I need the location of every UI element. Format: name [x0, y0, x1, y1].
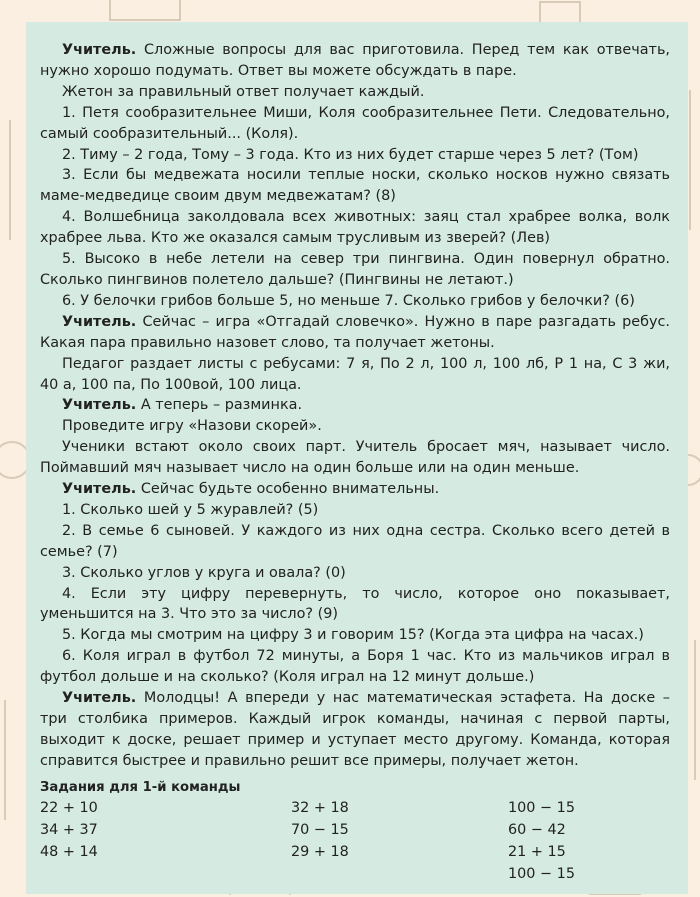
task-example: 22 + 10 — [40, 799, 98, 816]
paragraph — [40, 145, 670, 166]
paragraph — [40, 312, 670, 354]
paragraph — [40, 625, 670, 646]
task-example: 100 − 15 — [508, 799, 575, 816]
paragraph — [40, 437, 670, 479]
tasks-column-1 — [40, 797, 98, 863]
paragraph — [40, 688, 670, 772]
speaker-label: Учитель. — [62, 690, 137, 707]
tasks-column-3 — [508, 797, 575, 885]
task-example: 32 + 18 — [291, 799, 349, 816]
task-example: 70 − 15 — [291, 821, 349, 838]
paragraph-text: Проведите игру «Назови скорей». — [62, 418, 322, 435]
paragraph-text: 5. Когда мы смотрим на цифру 3 и говорим 15? (Когда эта цифра на часах.) — [62, 627, 644, 644]
speaker-label: Учитель. — [62, 42, 137, 58]
paragraph-text: Ученики встают около своих парт. Учитель бросает мяч, называет число. Поймавший мяч называет число на один больше или на один меньше. — [40, 439, 670, 477]
paragraph — [40, 354, 670, 396]
paragraph-text: 4. Если эту цифру перевернуть, то число, которое оно показывает, уменьшится на 3. Что это за число? (9) — [40, 585, 670, 623]
paragraph-text: 6. У белочки грибов больше 5, но меньше 7. Сколько грибов у белочки? (6) — [62, 292, 635, 309]
paragraph-text: 6. Коля играл в футбол 72 минуты, а Боря 1 час. Кто из мальчиков играл в футбол дольше и на сколько? (Коля играл на 12 минут дольше.) — [40, 648, 670, 686]
paragraph — [40, 40, 670, 82]
speaker-label: Учитель. — [62, 481, 137, 498]
lesson-paragraphs — [40, 40, 670, 772]
lesson-text-panel — [26, 22, 688, 894]
paragraph — [40, 416, 670, 437]
paragraph-text: Жетон за правильный ответ получает каждый. — [62, 83, 425, 100]
paragraph — [40, 82, 670, 103]
task-example: 48 + 14 — [40, 843, 98, 860]
tasks-column-2 — [291, 797, 349, 863]
paragraph — [40, 291, 670, 312]
paragraph — [40, 584, 670, 626]
paragraph-text: 1. Петя сообразительнее Миши, Коля сообразительнее Пети. Следовательно, самый сообразительный... (Коля). — [40, 104, 670, 142]
paragraph-text: Молодцы! А впереди у нас математическая эстафета. На доске – три столбика примеров. Каждый игрок команды, начиная с первой парты, выходит к доске, решает пример и уступает место другому. Команда, которая справится быстрее и правильно решит все примеры, получает жетон. — [40, 690, 670, 769]
paragraph-text: Сложные вопросы для вас приготовила. Перед тем как отвечать, нужно хорошо подумать. Ответ вы можете обсуждать в паре. — [40, 42, 670, 79]
grid-doodle — [110, 0, 180, 20]
task-example: 34 + 37 — [40, 821, 98, 838]
speaker-label: Учитель. — [62, 313, 137, 330]
paragraph-text: 3. Если бы медвежата носили теплые носки, сколько носков нужно связать маме-медведице своим двум медвежатам? (8) — [40, 167, 670, 205]
tasks-heading: Задания для 1-й команды — [40, 779, 241, 795]
paragraph — [40, 165, 670, 207]
paragraph-text: 5. Высоко в небе летели на север три пингвина. Один повернул обратно. Сколько пингвинов полетело дальше? (Пингвины не летают.) — [40, 251, 670, 288]
paragraph — [40, 479, 670, 500]
paragraph-text: Сейчас будьте особенно внимательны. — [136, 481, 440, 498]
paragraph-text: 3. Сколько углов у круга и овала? (0) — [62, 564, 346, 581]
paragraph-text: 4. Волшебница заколдовала всех животных: заяц стал храбрее волка, волк храбрее льва. Кто же оказался самым трусливым из зверей? (Лев) — [40, 209, 670, 247]
task-example: 100 − 15 — [508, 865, 575, 882]
paragraph-text: Педагог раздает листы с ребусами: 7 я, По 2 л, 100 л, 100 лб, Р 1 на, С 3 жи, 40 а, 100 па, По 100вой, 100 лица. — [40, 355, 670, 393]
paragraph-text: Сейчас – игра «Отгадай словечко». Нужно в паре разгадать ребус. Какая пара правильно назовет слово, та получает жетоны. — [40, 313, 670, 351]
paragraph — [40, 646, 670, 688]
paragraph — [40, 563, 670, 584]
task-example: 29 + 18 — [291, 843, 349, 860]
paragraph-text: А теперь – разминка. — [136, 397, 303, 414]
paragraph — [40, 207, 670, 249]
calendar-doodle — [540, 2, 580, 24]
paragraph-text: 2. В семье 6 сыновей. У каждого из них одна сестра. Сколько всего детей в семье? (7) — [40, 522, 670, 560]
paragraph-text: 2. Тиму – 2 года, Тому – 3 года. Кто из них будет старше через 5 лет? (Том) — [62, 146, 639, 163]
speaker-label: Учитель. — [62, 397, 137, 414]
paragraph — [40, 249, 670, 291]
paragraph — [40, 500, 670, 521]
task-example: 21 + 15 — [508, 843, 566, 860]
tasks-grid — [40, 797, 670, 897]
paragraph-text: 1. Сколько шей у 5 журавлей? (5) — [62, 501, 319, 518]
paragraph — [40, 521, 670, 563]
task-example: 60 − 42 — [508, 821, 566, 838]
paragraph — [40, 103, 670, 145]
paragraph — [40, 395, 670, 416]
